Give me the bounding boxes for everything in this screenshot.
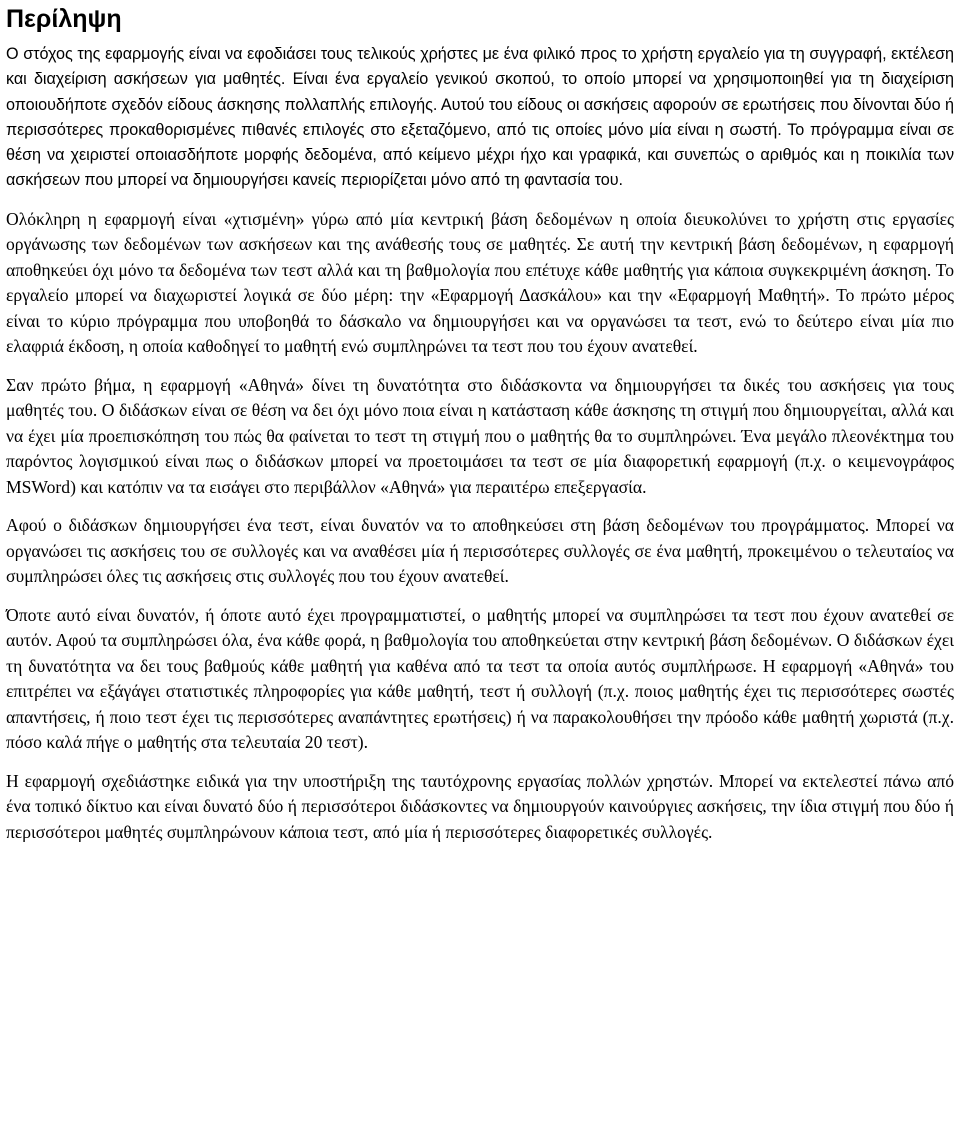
paragraph-multiuser: Η εφαρμογή σχεδιάστηκε ειδικά για την υποστήριξη της ταυτόχρονης εργασίας πολλών χρηστών. Μπορεί να εκτελεστεί πάνω από ένα τοπικό δίκτυο και είναι δυνατό δύο ή περισσότεροι διδάσκοντες να δημιουργούν καινούργιες ασκήσεις, την ίδια στιγμή που δύο ή περισσότεροι μαθητές συμπληρώνουν κάποια τεστ, από μία ή περισσότερες διαφορετικές συλλογές. <box>6 770 954 842</box>
paragraph-collections: Αφού ο διδάσκων δημιουργήσει ένα τεστ, είναι δυνατόν να το αποθηκεύσει στη βάση δεδομένων του προγράμματος. Μπορεί να οργανώσει τις ασκήσεις του σε συλλογές και να αναθέσει μία ή περισσότερες συλλογές σε ένα μαθητή, προκειμένου ο τελευταίος να συμπληρώσει όλες τις ασκήσεις στις συλλογές που του έχουν ανατεθεί. <box>6 515 954 587</box>
document-title: Περίληψη <box>6 5 122 33</box>
paragraph-first-step: Σαν πρώτο βήμα, η εφαρμογή «Αθηνά» δίνει τη δυνατότητα στο διδάσκοντα να δημιουργήσει τα δικές του ασκήσεις για τους μαθητές του. Ο διδάσκων είναι σε θέση να δει όχι μόνο ποια είναι η κατάσταση κάθε άσκησης τη στιγμή που δημιουργείται, αλλά και να έχει μία προεπισκόπηση του πώς θα φαίνεται το τεστ τη στιγμή που ο μαθητής θα το συμπληρώνει. Ένα μεγάλο πλεονέκτημα του παρόντος λογισμικού είναι πως ο διδάσκων μπορεί να προετοιμάσει τα τεστ σε μία διαφορετική εφαρμογή (π.χ. ο κειμενογράφος MSWord) και κατόπιν να τα εισάγει στο περιβάλλον «Αθηνά» για περαιτέρω επεξεργασία. <box>6 374 954 497</box>
paragraph-grading: Όποτε αυτό είναι δυνατόν, ή όποτε αυτό έχει προγραμματιστεί, ο μαθητής μπορεί να συμπληρώσει τα τεστ που έχουν ανατεθεί σε αυτόν. Αφού τα συμπληρώσει όλα, ένα κάθε φορά, η βαθμολογία του αποθηκεύεται στην κεντρική βάση δεδομένων. Ο διδάσκων έχει τη δυνατότητα να δει τους βαθμούς κάθε μαθητή για καθένα από τα τεστ τα οποία αυτός συμπλήρωσε. Η εφαρμογή «Αθηνά» του επιτρέπει να εξάγάγει στατιστικές πληροφορίες για κάθε μαθητή, τεστ ή συλλογή (π.χ. ποιος μαθητής έχει τις περισσότερες σωστές απαντήσεις, ή ποιο τεστ έχει τις περισσότερες αναπάντητες ερωτήσεις) ή να παρακολουθήσει την πρόοδο κάθε μαθητή χωριστά (π.χ. πόσο καλά πήγε ο μαθητής στα τελευταία 20 τεστ). <box>6 604 954 753</box>
paragraph-database: Ολόκληρη η εφαρμογή είναι «χτισμένη» γύρω από μία κεντρική βάση δεδομένων η οποία διευκολύνει το χρήστη στις εργασίες οργάνωσης των δεδομένων των ασκήσεων και της ανάθεσής τους σε μαθητές. Σε αυτή την κεντρική βάση δεδομένων, η εφαρμογή αποθηκεύει όχι μόνο τα δεδομένα των τεστ αλλά και τη βαθμολογία που επέτυχε κάθε μαθητής για κάποια συγκεκριμένη άσκηση. Το εργαλείο μπορεί να διαχωριστεί λογικά σε δύο μέρη: την «Εφαρμογή Δασκάλου» και την «Εφαρμογή Μαθητή». Το πρώτο μέρος είναι το κύριο πρόγραμμα που υποβοηθά το δάσκαλο να δημιουργήσει και να οργανώσει τα τεστ, ενώ το δεύτερο είναι μία πιο ελαφριά έκδοση, η οποία καθοδηγεί το μαθητή ενώ συμπληρώνει τα τεστ που του έχουν ανατεθεί. <box>6 208 954 357</box>
paragraph-intro: Ο στόχος της εφαρμογής είναι να εφοδιάσει τους τελικούς χρήστες με ένα φιλικό προς το χρήστη εργαλείο για τη συγγραφή, εκτέλεση και διαχείριση ασκήσεων για μαθητές. Είναι ένα εργαλείο γενικού σκοπού, το οποίο μπορεί να χρησιμοποιηθεί για τη διαχείριση οποιουδήποτε σχεδόν είδους άσκησης πολλαπλής επιλογής. Αυτού του είδους οι ασκήσεις αφορούν σε ερωτήσεις που δίνονται δύο ή περισσότερες προκαθορισμένες πιθανές επιλογές στο εξεταζόμενο, από τις οποίες μόνο μία είναι η σωστή. Το πρόγραμμα είναι σε θέση να χειριστεί οποιασδήποτε μορφής δεδομένα, από κείμενο μέχρι ήχο και γραφικά, και συνεπώς ο αριθμός και η ποικιλία των ασκήσεων που μπορεί να δημιουργήσει κανείς περιορίζεται μόνο από τη φαντασία του. <box>6 45 954 190</box>
document-page <box>6 0 954 858</box>
